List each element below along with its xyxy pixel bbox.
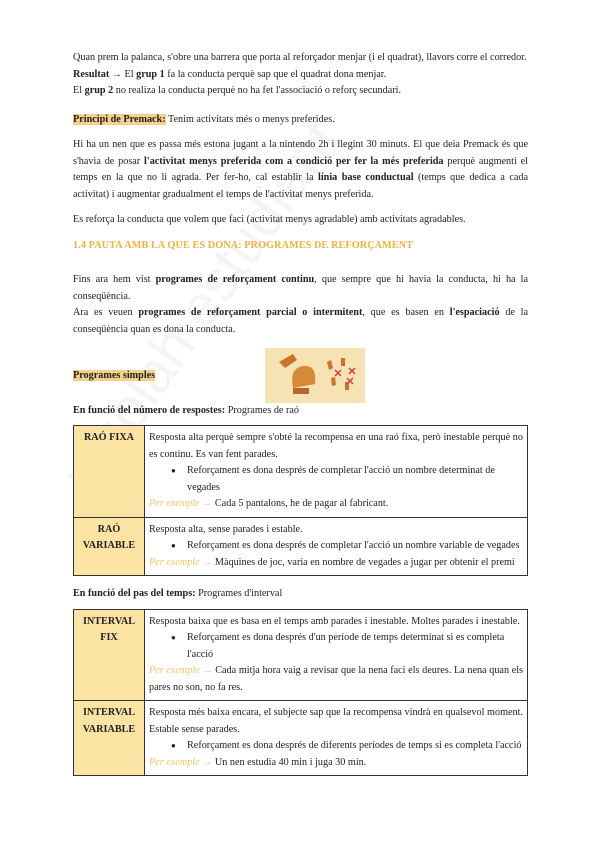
section-paragraph-2: Ara es veuen programes de reforçament parcial o intermitent, que es basen en l'espaciació de la conseqüència quan es dona la conducta. <box>73 307 529 335</box>
section-paragraph-1: Fins ara hem vist programes de reforçament continu, que sempre que hi havia la conducta, hi ha la conseqüència. <box>73 274 529 302</box>
premack-paragraph: Hi ha un nen que es passa més estona jugant a la nintendo 2h i llegint 30 minuts. El que deia Premack és que s'havia de posar l'activitat menys preferida com a condició per fer la més preferida perquè augmenti el temps en la que no li agrada. Per fer-ho, cal establir la línia base conductual (temps que dedica a cada activitat) i augmentar gradualment el temps de l'activitat menys preferida. <box>73 139 529 200</box>
row-content: Resposta alta, sense parades i estable. ● Reforçament es dona després de completar l'acció un nombre variable de vegades Per exemple → Màquines de joc, varia en nombre de vegades a jugar per obtenir el premi <box>145 517 528 576</box>
grup2-line: El grup 2 no realiza la conducta perquè no ha fet l'associació o reforç secundari. <box>73 85 401 96</box>
resultat-line: Resultat → El grup 1 fa la conducta perquè sap que el quadrat dona menjar. <box>73 68 387 80</box>
table-row <box>74 426 528 518</box>
row-label: INTERVAL VARIABLE <box>74 701 145 776</box>
temps-subtitle: En funció del pas del temps: Programes d'interval <box>73 588 283 599</box>
intro-paragraph: Quan prem la palanca, s'obre una barrera que porta al reforçador menjar (i el quadrat), llavors corre el corredor. <box>73 52 527 63</box>
row-content: Resposta baixa que es basa en el temps amb parades i inestable. Moltes parades i inestable. ● Reforçament es dona després d'un període de temps determinat si es completa l'acció Per exemple → Cada mitja hora vaig a revisar que la nena faci els deures. La nena quan els pares no son, no fa res. <box>145 609 528 701</box>
respostes-subtitle: En funció del número de respostes: Programes de raó <box>73 404 300 416</box>
row-label: INTERVAL FIX <box>74 609 145 701</box>
table-row <box>74 517 528 576</box>
row-content: Resposta més baixa encara, el subjecte sap que la recompensa vindrà en qualsevol moment. Estable sense parades. ● Reforçament es dona després de diferents períodes de temps si es completa l'acció Per exemple → Un nen estudia 40 min i juga 30 min. <box>145 701 528 776</box>
premack-title: Principi de Premack: Tenim activitats més o menys preferides. <box>73 113 335 125</box>
document-page <box>73 50 528 776</box>
interval-table <box>73 609 528 777</box>
row-content: Resposta alta perquè sempre s'obté la recompensa en una raó fixa, però inestable perquè no es continu. Es van fent parades. ● Reforçament es dona després de completar l'acció un nombre determinat de vegades Per exemple → Cada 5 pantalons, he de pagar al fabricant. <box>145 426 528 518</box>
table-row <box>74 701 528 776</box>
row-label: RAÓ VARIABLE <box>74 517 145 576</box>
premack-paragraph-2: Es reforça la conducta que volem que faci (activitat menys agradable) amb activitats agradables. <box>73 214 466 225</box>
table-row <box>74 609 528 701</box>
programes-simples-title: Programes simples <box>73 370 156 381</box>
section-heading: 1.4 PAUTA AMB LA QUE ES DONA: PROGRAMES DE REFORÇAMENT <box>73 239 414 251</box>
row-label: RAÓ FIXA <box>74 426 145 518</box>
rao-table <box>73 425 528 576</box>
